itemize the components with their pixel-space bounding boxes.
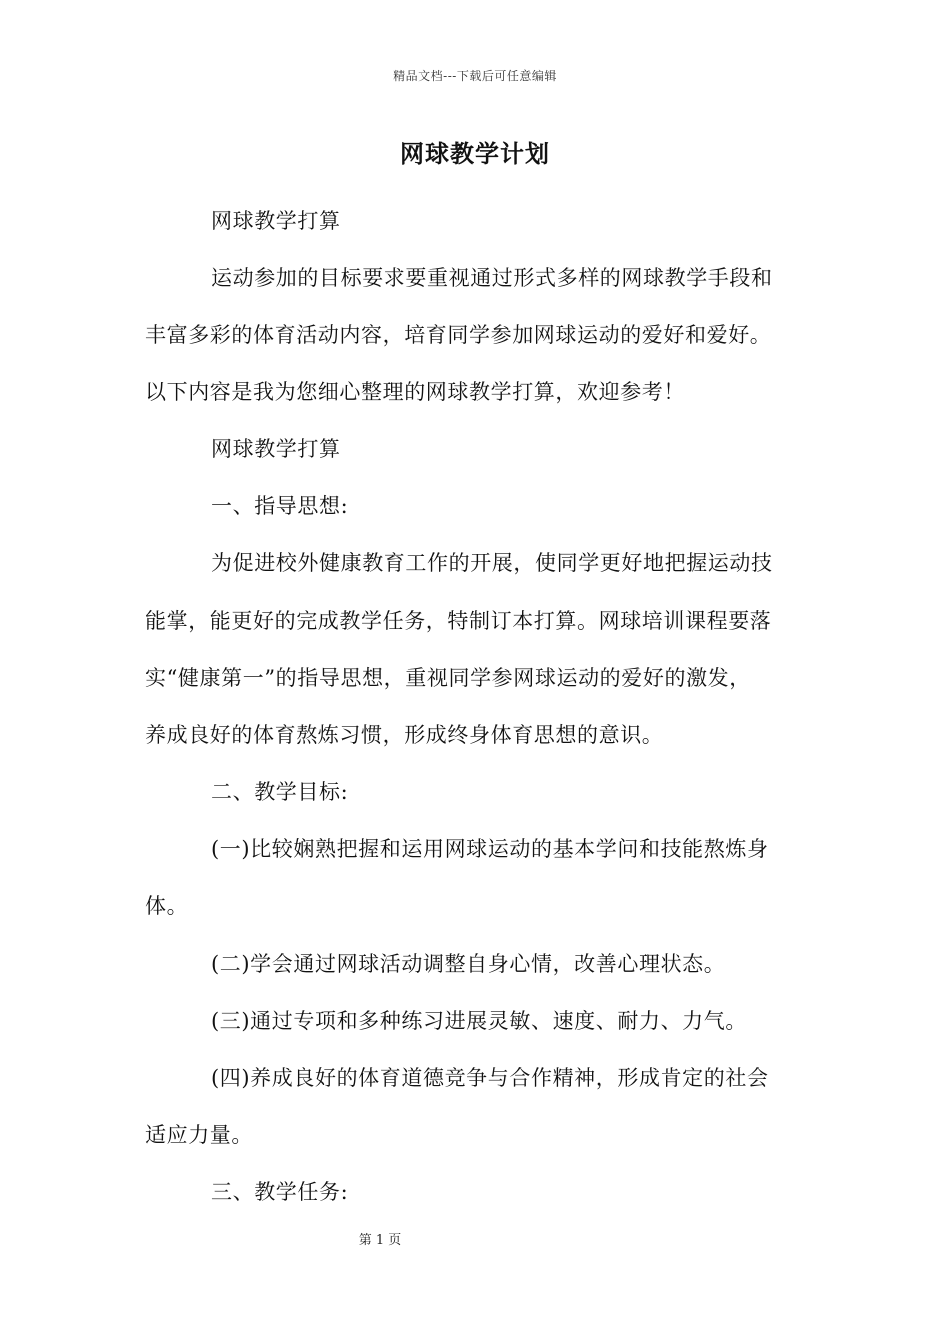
list-item: (四)养成良好的体育道德竞争与合作精神，形成肯定的社会 [211, 1066, 769, 1090]
section-heading: 三、教学任务: [211, 1180, 349, 1204]
page-header: 精品文档---下载后可任意编辑 [393, 69, 557, 83]
paragraph-line: 实“健康第一”的指导思想，重视同学参网球运动的爱好的激发， [145, 666, 751, 690]
paragraph-line: 运动参加的目标要求要重视通过形式多样的网球教学手段和 [211, 266, 773, 290]
document-title: 网球教学计划 [400, 139, 550, 168]
page-number: 第 1 页 [358, 1233, 402, 1248]
paragraph-line: 网球教学打算 [211, 437, 341, 461]
list-item: (三)通过专项和多种练习进展灵敏、速度、耐力、力气。 [211, 1009, 747, 1033]
paragraph-line: 丰富多彩的体育活动内容，培育同学参加网球运动的爱好和爱好。 [145, 323, 772, 347]
paragraph-line: 网球教学打算 [211, 209, 341, 233]
list-item-continuation: 适应力量。 [145, 1123, 253, 1147]
paragraph-line: 养成良好的体育熬炼习惯，形成终身体育思想的意识。 [145, 723, 664, 747]
list-item-continuation: 体。 [145, 894, 189, 918]
section-heading: 二、教学目标: [211, 780, 349, 804]
list-item: (二)学会通过网球活动调整自身心情，改善心理状态。 [211, 952, 726, 976]
paragraph-line: 为促进校外健康教育工作的开展，使同学更好地把握运动技 [211, 551, 773, 575]
list-item: (一)比较娴熟把握和运用网球运动的基本学问和技能熬炼身 [211, 837, 769, 861]
paragraph-line: 以下内容是我为您细心整理的网球教学打算，欢迎参考！ [145, 380, 685, 404]
paragraph-line: 能掌，能更好的完成教学任务，特制订本打算。网球培训课程要落 [145, 609, 772, 633]
section-heading: 一、指导思想: [211, 494, 349, 518]
